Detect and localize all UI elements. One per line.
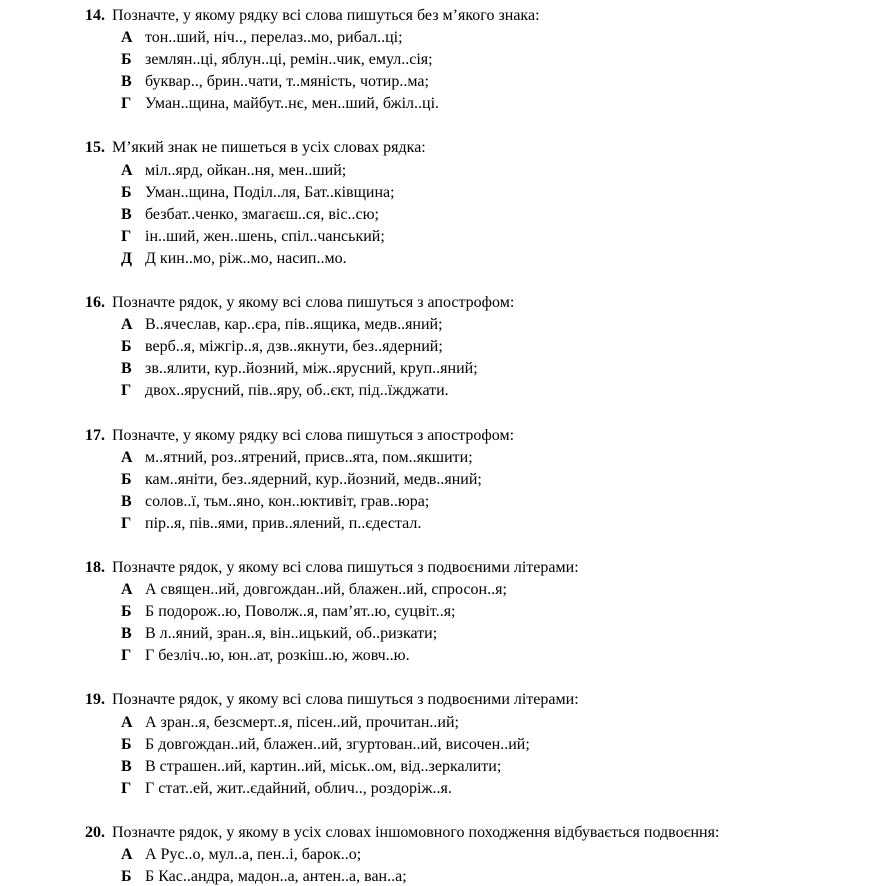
question-block: [85, 292, 855, 402]
option-letter: А: [121, 713, 133, 731]
option-letter: Б: [121, 735, 132, 753]
option-letter: Г: [121, 514, 132, 532]
question-number: 20.: [85, 823, 105, 841]
option-letter: Г: [121, 647, 132, 665]
answer-option: [121, 336, 855, 358]
option-text: двох..ярусний, пів..яру, об..єкт, під..їжджати.: [145, 382, 449, 400]
option-text: безбат..ченко, змагаєш..ся, віс..сю;: [145, 205, 379, 223]
question-number: 14.: [85, 7, 105, 24]
option-text: А священ..ий, довгождан..ий, блажен..ий, спросон..я;: [145, 581, 507, 599]
answer-option: [121, 248, 855, 270]
option-letter: А: [121, 448, 133, 466]
option-letter: В: [121, 360, 132, 378]
option-text: верб..я, міжгір..я, дзв..якнути, без..ядерний;: [145, 338, 443, 356]
question-text: Позначте рядок, у якому в усіх словах іншомовного походження відбувається подвоєння:: [112, 823, 720, 841]
option-letter: Г: [121, 779, 132, 797]
option-text: В страшен..ий, картин..ий, міськ..ом, від..зеркалити;: [145, 757, 502, 775]
answer-option: [121, 314, 855, 336]
answer-option: [121, 645, 855, 667]
question-text: Позначте рядок, у якому всі слова пишуться з подвоєними літерами:: [112, 691, 579, 709]
option-list: [121, 844, 855, 886]
option-text: солов..ї, тьм..яно, кон..юктивіт, грав..юра;: [145, 492, 430, 510]
option-letter: Б: [121, 51, 132, 69]
answer-option: [121, 93, 855, 115]
option-letter: Г: [121, 382, 132, 400]
question-block: [85, 425, 855, 535]
answer-option: [121, 469, 855, 491]
question-text: Позначте, у якому рядку всі слова пишуться з апострофом:: [112, 426, 515, 444]
option-letter: А: [121, 581, 133, 599]
option-text: буквар.., брин..чати, т..мяність, чотир..ма;: [145, 73, 429, 91]
question-block: [85, 557, 855, 667]
answer-option: [121, 71, 855, 93]
option-text: Б подорож..ю, Поволж..я, пам’ят..ю, суцвіт..я;: [145, 603, 456, 621]
question-text: Позначте, у якому рядку всі слова пишуться без м’якого знака:: [112, 7, 540, 24]
question-text: Позначте рядок, у якому всі слова пишуться з апострофом:: [112, 294, 515, 312]
answer-option: [121, 712, 855, 734]
answer-option: [121, 601, 855, 623]
option-letter: Б: [121, 868, 132, 886]
question-block: [85, 5, 855, 115]
question-head: [85, 425, 855, 447]
answer-option: [121, 756, 855, 778]
question-text: М’який знак не пишеться в усіх словах рядка:: [112, 139, 426, 157]
question-block: [85, 822, 855, 886]
answer-option: [121, 49, 855, 71]
option-letter: А: [121, 846, 133, 863]
option-letter: В: [121, 73, 132, 91]
question-list: [85, 5, 855, 886]
option-text: А Рус..о, мул..а, пен..і, барок..о;: [145, 846, 362, 863]
option-text: Г безліч..ю, юн..ат, розкіш..ю, жовч..ю.: [145, 647, 410, 665]
option-text: Б довгождан..ий, блажен..ий, згуртован..ий, височен..ий;: [145, 735, 530, 753]
question-head: [85, 5, 855, 27]
question-head: [85, 557, 855, 579]
option-letter: А: [121, 161, 133, 179]
answer-option: [121, 160, 855, 182]
question-head: [85, 137, 855, 159]
option-text: В л..яний, зран..я, він..ицький, об..ризкати;: [145, 625, 438, 643]
option-list: [121, 447, 855, 535]
answer-option: [121, 623, 855, 645]
option-letter: В: [121, 625, 132, 643]
question-head: [85, 689, 855, 711]
question-head: [85, 292, 855, 314]
option-letter: В: [121, 492, 132, 510]
answer-option: [121, 27, 855, 49]
option-list: [121, 27, 855, 115]
answer-option: [121, 844, 855, 866]
option-text: м..ятний, роз..ятрений, присв..ята, пом..якшити;: [145, 448, 473, 466]
answer-option: [121, 447, 855, 469]
option-text: Уман..щина, Поділ..ля, Бат..ківщина;: [145, 183, 395, 201]
question-block: [85, 689, 855, 799]
option-letter: Б: [121, 338, 132, 356]
option-text: зв..ялити, кур..йозний, між..ярусний, круп..яний;: [145, 360, 478, 378]
question-number: 15.: [85, 139, 105, 157]
option-list: [121, 712, 855, 800]
answer-option: [121, 579, 855, 601]
option-text: Б Кас..андра, мадон..а, антен..а, ван..а;: [145, 868, 407, 886]
option-text: землян..ці, яблун..ці, ремін..чик, емул..сія;: [145, 51, 433, 69]
question-block: [85, 137, 855, 270]
answer-option: [121, 204, 855, 226]
option-letter: Б: [121, 183, 132, 201]
option-list: [121, 160, 855, 270]
answer-option: [121, 734, 855, 756]
question-number: 19.: [85, 691, 105, 709]
option-text: В..ячеслав, кар..єра, пів..ящика, медв..яний;: [145, 316, 443, 334]
question-number: 16.: [85, 294, 105, 312]
answer-option: [121, 866, 855, 886]
option-list: [121, 314, 855, 402]
option-text: ін..ший, жен..шень, спіл..чанський;: [145, 227, 385, 245]
option-letter: А: [121, 316, 133, 334]
answer-option: [121, 778, 855, 800]
answer-option: [121, 226, 855, 248]
option-letter: Д: [121, 249, 133, 267]
option-text: пір..я, пів..ями, прив..ялений, п..єдестал.: [145, 514, 422, 532]
option-text: Д кин..мо, ріж..мо, насип..мо.: [145, 249, 347, 267]
question-text: Позначте рядок, у якому всі слова пишуться з подвоєними літерами:: [112, 558, 579, 576]
option-letter: Г: [121, 227, 132, 245]
option-list: [121, 579, 855, 667]
answer-option: [121, 491, 855, 513]
option-text: тон..ший, ніч.., перелаз..мо, рибал..ці;: [145, 29, 403, 47]
option-letter: Б: [121, 470, 132, 488]
option-letter: Б: [121, 603, 132, 621]
option-text: Уман..щина, майбут..нє, мен..ший, бжіл..ці.: [145, 95, 440, 113]
answer-option: [121, 358, 855, 380]
option-text: Г стат..ей, жит..єдайний, облич.., роздоріж..я.: [145, 779, 452, 797]
option-letter: Г: [121, 95, 132, 113]
option-text: міл..ярд, ойкан..ня, мен..ший;: [145, 161, 347, 179]
option-letter: А: [121, 29, 133, 47]
answer-option: [121, 513, 855, 535]
question-number: 18.: [85, 558, 105, 576]
answer-option: [121, 182, 855, 204]
option-text: кам..яніти, без..ядерний, кур..йозний, медв..яний;: [145, 470, 482, 488]
option-letter: В: [121, 757, 132, 775]
question-number: 17.: [85, 426, 105, 444]
answer-option: [121, 380, 855, 402]
option-letter: В: [121, 205, 132, 223]
option-text: А зран..я, безсмерт..я, пісен..ий, прочитан..ий;: [145, 713, 459, 731]
question-head: [85, 822, 855, 844]
